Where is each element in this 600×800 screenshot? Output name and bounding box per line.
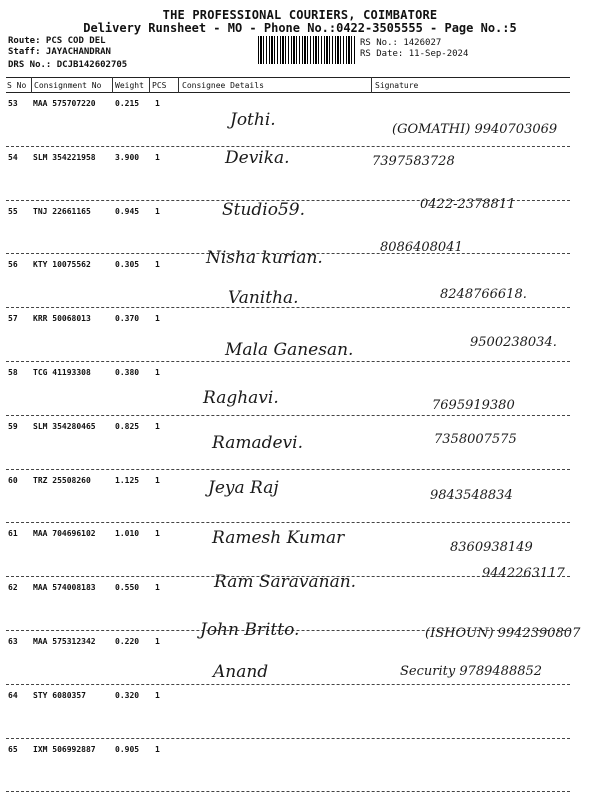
row-consignee-name: Ramesh Kumar [212, 528, 345, 548]
row-pcs: 1 [155, 206, 160, 216]
row-consignee-name: Anand [213, 662, 269, 682]
row-consignee-name: Ramadevi. [212, 433, 303, 453]
row-divider [6, 469, 570, 470]
row-pcs: 1 [155, 314, 160, 324]
row-pcs: 1 [155, 475, 160, 485]
row-consignee-name: Mala Ganesan. [225, 340, 354, 360]
row-consignment-no: KRR 50068013 [33, 314, 91, 324]
table-header-rule [6, 92, 570, 93]
route-label: Route: PCS COD DEL [8, 36, 106, 46]
barcode [258, 36, 355, 64]
row-sno: 55 [8, 206, 18, 216]
col-divider [112, 77, 113, 93]
row-sno: 61 [8, 529, 18, 539]
row-weight: 0.905 [115, 744, 140, 754]
row-signature: Security 9789488852 [400, 664, 543, 679]
row-consignee-name: Devika. [225, 148, 290, 168]
row-sno: 59 [8, 421, 18, 431]
drs-label: DRS No.: DCJB142602705 [8, 60, 128, 70]
col-header-consignee: Consignee Details [182, 81, 264, 90]
row-divider [6, 684, 570, 685]
row-divider [6, 522, 570, 523]
row-pcs: 1 [155, 744, 160, 754]
row-pcs: 1 [155, 260, 160, 270]
company-title: THE PROFESSIONAL COURIERS, COIMBATORE [162, 8, 438, 22]
row-consignment-no: SLM 354280465 [33, 421, 96, 431]
row-weight: 0.550 [115, 583, 140, 593]
row-divider [6, 415, 570, 416]
col-header-pcs: PCS [152, 81, 167, 90]
row-signature: 9500238034. [470, 335, 557, 350]
row-sno: 57 [8, 314, 18, 324]
row-weight: 3.900 [115, 152, 140, 162]
row-consignment-no: TNJ 22661165 [33, 206, 91, 216]
staff-label: Staff: JAYACHANDRAN [8, 47, 111, 57]
row-weight: 1.125 [115, 475, 140, 485]
row-consignee-name: Studio59. [222, 200, 306, 220]
row-weight: 0.945 [115, 206, 140, 216]
row-signature: 9442263117 [482, 566, 565, 581]
row-divider [6, 791, 570, 792]
col-header-sno: S No [7, 81, 27, 90]
row-pcs: 1 [155, 368, 160, 377]
row-signature: 8248766618. [440, 287, 527, 302]
row-consignment-no: MAA 574008183 [33, 583, 96, 593]
runsheet-subtitle: Delivery Runsheet - MO - Phone No.:0422-3505555 - Page No.:5 [83, 21, 517, 35]
col-divider [149, 77, 150, 93]
row-divider [6, 361, 570, 362]
row-consignment-no: KTY 10075562 [33, 260, 91, 270]
col-header-weight: Weight [115, 81, 144, 90]
row-pcs: 1 [155, 152, 160, 162]
row-sno: 62 [8, 583, 18, 593]
row-consignee-name: Nisha kurian. [206, 248, 323, 268]
row-consignment-no: STY 6080357 [33, 690, 86, 700]
row-signature: 8360938149 [450, 540, 533, 555]
row-consignment-no: MAA 575312342 [33, 637, 96, 646]
col-divider [371, 77, 372, 93]
row-consignee-name: Jothi. [230, 110, 276, 130]
row-weight: 0.380 [115, 368, 140, 377]
row-sno: 53 [8, 99, 18, 108]
row-consignee-name: John Britto. [200, 620, 300, 640]
row-sno: 60 [8, 475, 18, 485]
row-consignment-no: SLM 354221958 [33, 152, 96, 162]
row-signature: 9843548834 [430, 488, 513, 503]
row-consignee-name: Ram Saravanan. [214, 572, 357, 592]
col-divider [178, 77, 179, 93]
row-weight: 0.305 [115, 260, 140, 270]
row-consignee-name: Raghavi. [203, 388, 279, 408]
table-top-rule [6, 77, 570, 78]
row-pcs: 1 [155, 637, 160, 646]
row-pcs: 1 [155, 421, 160, 431]
col-header-consignment: Consignment No [34, 81, 102, 90]
row-weight: 0.215 [115, 99, 140, 108]
row-sno: 65 [8, 744, 18, 754]
row-weight: 0.825 [115, 421, 140, 431]
row-divider [6, 146, 570, 147]
row-signature: 0422-2378811 [420, 197, 516, 212]
row-consignment-no: MAA 704696102 [33, 529, 96, 539]
row-sno: 56 [8, 260, 18, 270]
row-pcs: 1 [155, 583, 160, 593]
row-sno: 63 [8, 637, 18, 646]
row-sno: 64 [8, 690, 18, 700]
row-sno: 58 [8, 368, 18, 377]
row-signature: 8086408041 [380, 240, 463, 255]
row-divider [6, 738, 570, 739]
row-sno: 54 [8, 152, 18, 162]
row-weight: 0.220 [115, 637, 140, 646]
col-header-signature: Signature [375, 81, 419, 90]
rs-date: RS Date: 11-Sep-2024 [360, 49, 469, 59]
row-signature: 7695919380 [432, 398, 515, 413]
row-consignment-no: TRZ 25508260 [33, 475, 91, 485]
row-signature: (ISHOUN) 9942390807 [425, 626, 581, 641]
rs-number: RS No.: 1426027 [360, 38, 442, 48]
row-pcs: 1 [155, 529, 160, 539]
row-weight: 0.320 [115, 690, 140, 700]
row-pcs: 1 [155, 99, 160, 108]
col-divider [31, 77, 32, 93]
row-consignee-name: Vanitha. [228, 288, 299, 308]
row-weight: 1.010 [115, 529, 140, 539]
row-signature: 7358007575 [434, 432, 517, 447]
row-consignment-no: MAA 575707220 [33, 99, 96, 108]
row-signature: 7397583728 [372, 154, 455, 169]
row-consignee-name: Jeya Raj [208, 478, 279, 498]
row-signature: (GOMATHI) 9940703069 [392, 122, 558, 137]
row-pcs: 1 [155, 690, 160, 700]
row-weight: 0.370 [115, 314, 140, 324]
row-consignment-no: IXM 506992887 [33, 744, 96, 754]
row-consignment-no: TCG 41193308 [33, 368, 91, 377]
